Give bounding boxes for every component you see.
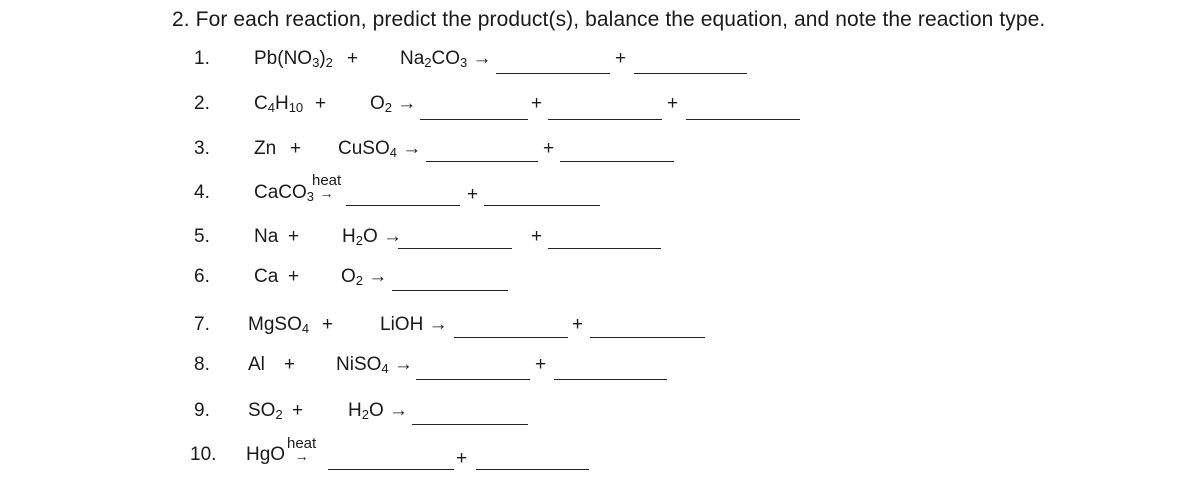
answer-blank[interactable] [560, 161, 674, 162]
answer-blank[interactable] [686, 119, 800, 120]
answer-blank[interactable] [548, 248, 661, 249]
reactant-formula: $Na_2CO_3$ → [400, 48, 492, 70]
reaction-8 [0, 354, 1200, 394]
plus-sign: + [531, 226, 543, 247]
reaction-10 [0, 435, 1200, 484]
reaction-2 [0, 93, 1200, 133]
reactant-formula: MgSO$_4$ [248, 314, 310, 336]
plus-sign: + [292, 400, 304, 421]
answer-blank[interactable] [420, 119, 528, 120]
plus-sign: + [288, 226, 300, 247]
plus-sign: + [288, 266, 300, 287]
reactant-formula: CaCO$_3$ [254, 182, 315, 204]
reaction-4 [0, 172, 1200, 220]
reactant-formula: $H_2O$ → [348, 400, 409, 422]
reactant-formula: HgO [246, 444, 286, 465]
reactant-formula: $H_2O$ → [342, 226, 403, 248]
plus-sign: + [284, 354, 296, 375]
plus-sign: + [531, 93, 543, 114]
answer-blank[interactable] [416, 379, 530, 380]
answer-blank[interactable] [476, 469, 589, 470]
reaction-number: 4. [194, 182, 210, 203]
answer-blank[interactable] [426, 161, 538, 162]
reactant-formula: $O_2$ → [341, 266, 388, 288]
reaction-number: 10. [190, 444, 217, 465]
plus-sign: + [535, 354, 547, 375]
reactant-formula: LiOH → [380, 314, 448, 335]
reaction-7 [0, 314, 1200, 354]
plus-sign: + [667, 93, 679, 114]
reaction-number: 7. [194, 314, 210, 335]
answer-blank[interactable] [548, 119, 662, 120]
answer-blank[interactable] [412, 424, 528, 425]
answer-blank[interactable] [590, 337, 705, 338]
arrow-icon: → [294, 448, 309, 464]
reactant-formula: $SO_2$ [248, 400, 283, 422]
reactant-formula: $Pb(NO_3)_2$ [254, 48, 333, 70]
reactant-formula: CuSO$_4$ → [338, 138, 422, 160]
reaction-5 [0, 226, 1200, 266]
answer-blank[interactable] [496, 73, 610, 74]
reaction-number: 6. [194, 266, 210, 287]
reaction-number: 3. [194, 138, 210, 159]
answer-blank[interactable] [454, 337, 568, 338]
answer-blank[interactable] [634, 73, 747, 74]
plus-sign: + [572, 314, 584, 335]
arrow-icon: → [319, 185, 334, 201]
answer-blank[interactable] [484, 205, 600, 206]
reaction-6 [0, 266, 1200, 306]
reactant-formula: Al [248, 354, 265, 375]
answer-blank[interactable] [398, 248, 512, 249]
answer-blank[interactable] [554, 379, 667, 380]
plus-sign: + [290, 138, 302, 159]
plus-sign: + [322, 314, 334, 335]
reactant-formula: NiSO$_4$ → [336, 354, 413, 376]
reactant-formula: Na [254, 226, 279, 247]
instruction-text: 2. For each reaction, predict the product(s), balance the equation, and note the reaction type. [172, 8, 1046, 31]
reaction-3 [0, 138, 1200, 178]
plus-sign: + [467, 184, 479, 205]
plus-sign: + [615, 48, 627, 69]
reactant-formula: Ca [254, 266, 279, 287]
reaction-9 [0, 400, 1200, 440]
plus-sign: + [543, 138, 555, 159]
reaction-number: 2. [194, 93, 210, 114]
reaction-number: 9. [194, 400, 210, 421]
reactant-formula: $O_2$ → [370, 93, 417, 115]
answer-blank[interactable] [346, 205, 460, 206]
answer-blank[interactable] [328, 469, 454, 470]
plus-sign: + [347, 48, 359, 69]
reaction-number: 1. [194, 48, 210, 69]
heat-condition: heat → [287, 435, 317, 464]
reactant-formula: $C_4H_{10}$ [254, 93, 304, 115]
reaction-number: 5. [194, 226, 210, 247]
heat-condition: heat → [312, 172, 342, 201]
reaction-number: 8. [194, 354, 210, 375]
plus-sign: + [456, 448, 468, 469]
answer-blank[interactable] [392, 290, 508, 291]
reaction-1 [0, 48, 1200, 88]
plus-sign: + [315, 93, 327, 114]
reactant-formula: Zn [254, 138, 277, 159]
